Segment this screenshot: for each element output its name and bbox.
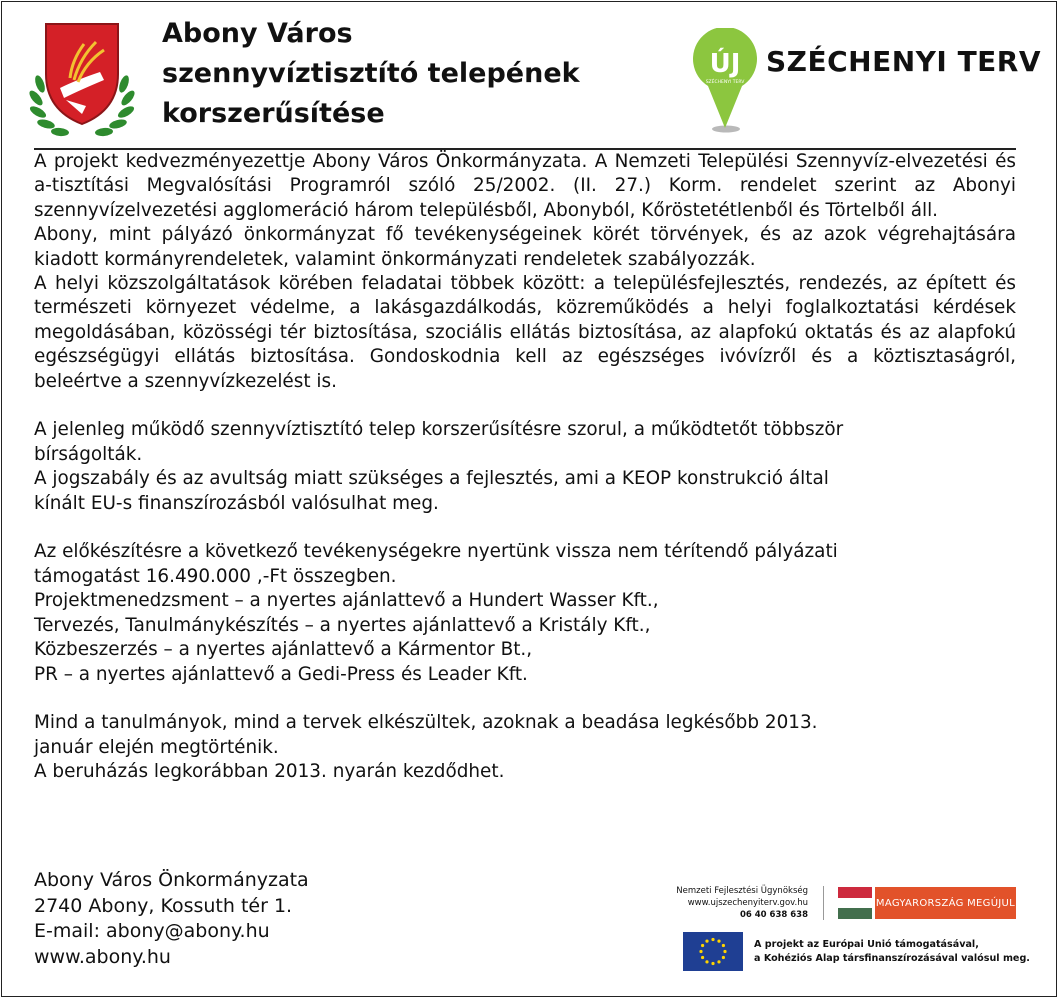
renewal-label: MAGYARORSZÁG MEGÚJUL [875, 887, 1016, 919]
abony-crest-icon [26, 18, 138, 142]
paragraph-public-services: A helyi közszolgáltatások körében feladatai többek között: a településfejlesztés, rendezés, az épített és természeti környezet védelme, a lakásgazdálkodás, közreműködés a helyi foglalkoztatási kérdések megoldásában, közösségi tér biztosítása, szociális ellátás biztosítása, az alapfokú oktatás és az alapfokú egészségügyi ellátás biztosítása. Gondoskodnia kell az egészséges ivóvízről és a köztisztaságról, beleértve a szennyvízkezelést is. [34, 273, 1016, 392]
contact-email[interactable]: E-mail: abony@abony.hu [34, 920, 270, 942]
line-eu-funding: kínált EU-s finanszírozásból valósulhat meg. [34, 492, 439, 514]
line-studies-ready: Mind a tanulmányok, mind a tervek elkészültek, azoknak a beadása legkésőbb 2013. [34, 712, 818, 734]
footer-divider [823, 886, 824, 920]
eu-support-text [754, 938, 1030, 965]
title-line-2: szennyvíztisztító telepének [162, 58, 580, 89]
line-pr: PR – a nyertes ajánlattevő a Gedi-Press és Leader Kft. [34, 663, 528, 685]
contact-address: 2740 Abony, Kossuth tér 1. [34, 894, 293, 917]
paragraph-beneficiary: A projekt kedvezményezettje Abony Város Önkormányzata. A Nemzeti Települési Szennyvíz-elvezetési és a-tisztítási Megvalósítási Programról szóló 25/2002. (II. 27.) Korm. rendelet szerint az Abonyi szennyvízelvezetési agglomeráció három településből, Abonyból, Kőröstetétlenből és Törtelből áll. [34, 151, 1016, 221]
hungarian-flag-icon [838, 887, 872, 919]
title-line-1: Abony Város [162, 18, 353, 49]
line-plant-upgrade: A jelenleg működő szennyvíztisztító telep korszerűsítésre szorul, a működtetőt többször [34, 419, 844, 441]
line-procurement: Közbeszerzés – a nyertes ajánlattevő a Kármentor Bt., [34, 639, 533, 661]
szechenyi-brand-name: SZÉCHENYI TERV [766, 45, 1042, 78]
szechenyi-pin-icon [690, 28, 760, 134]
line-construction-start: A beruházás legkorábban 2013. nyarán kezdődhet. [34, 761, 505, 783]
line-regulation: A jogszabály és az avultság miatt szükséges a fejlesztés, ami a KEOP konstrukció által [34, 468, 829, 490]
nfu-info [662, 885, 808, 921]
document-body [34, 150, 1016, 785]
nfu-name: Nemzeti Fejlesztési Ügynökség [676, 886, 808, 896]
eu-support-line-1: A projekt az Európai Unió támogatásával, [754, 939, 979, 950]
pin-subtext: SZÉCHENYI TERV [705, 80, 745, 85]
contact-block [34, 868, 309, 970]
pin-text: ÚJ [709, 49, 741, 79]
contact-website[interactable]: www.abony.hu [34, 945, 171, 968]
line-project-management: Projektmenedzsment – a nyertes ajánlattevő a Hundert Wasser Kft., [34, 590, 659, 612]
line-preparation: Az előkészítésre a következő tevékenységekre nyertünk vissza nem térítendő pályázati [34, 541, 838, 563]
nfu-phone: 06 40 638 638 [739, 910, 808, 920]
line-fined: bírságolták. [34, 443, 143, 465]
eu-support-line-2: a Kohéziós Alap társfinanszírozásával valósul meg. [754, 952, 1030, 964]
line-grant-amount: támogatást 16.490.000 ,-Ft összegben. [34, 565, 397, 587]
paragraph-tasks-law: Abony, mint pályázó önkormányzat fő tevékenységeinek körét törvények, és az azok végrehajtására kiadott kormányrendeletek, valamint önkormányzati rendeletek szabályozzák. [34, 224, 1016, 270]
contact-org: Abony Város Önkormányzata [34, 869, 309, 891]
line-planning: Tervezés, Tanulmánykészítés – a nyertes ajánlattevő a Kristály Kft., [34, 614, 651, 636]
line-submission: január elején megtörténik. [34, 736, 279, 758]
document-title [162, 14, 580, 134]
nfu-website[interactable]: www.ujszechenyiterv.gov.hu [687, 898, 808, 908]
eu-flag-icon [683, 932, 743, 971]
title-line-3: korszerűsítése [162, 98, 385, 129]
magyarorszag-megujul-logo [838, 887, 1016, 919]
